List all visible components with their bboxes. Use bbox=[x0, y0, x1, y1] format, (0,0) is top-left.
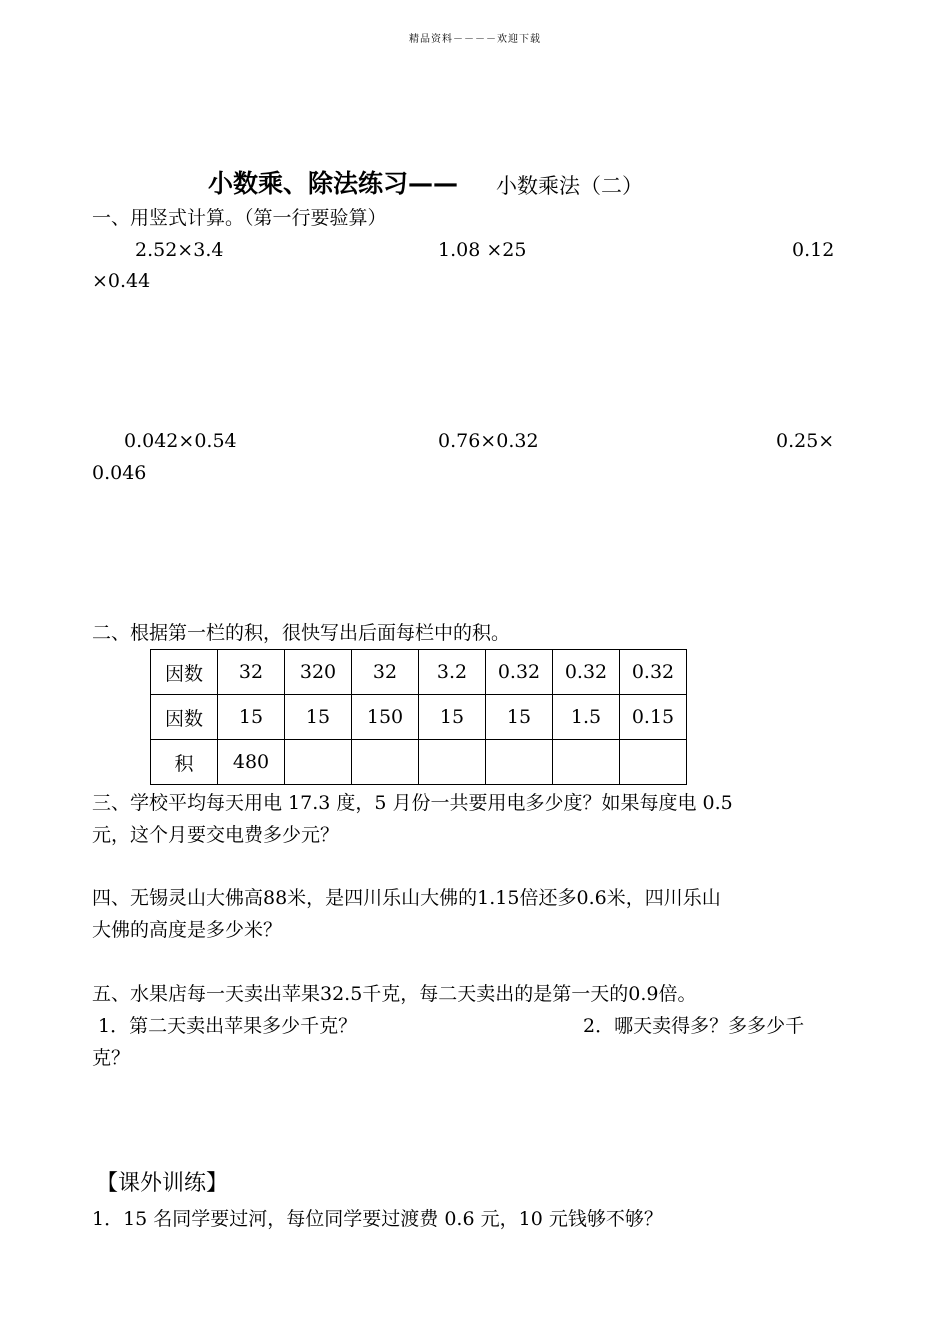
page-header: 精品资料－－－－欢迎下载 bbox=[409, 34, 541, 45]
table-cell: 0.32 bbox=[620, 650, 687, 695]
table-cell: 15 bbox=[218, 695, 285, 740]
table-row bbox=[151, 650, 687, 695]
table-cell: 3.2 bbox=[419, 650, 486, 695]
answer-cell[interactable] bbox=[352, 740, 419, 785]
table-cell: 150 bbox=[352, 695, 419, 740]
table-cell: 15 bbox=[419, 695, 486, 740]
answer-cell[interactable] bbox=[285, 740, 352, 785]
problem-2: 1.08 ×25 bbox=[438, 239, 527, 261]
table-cell: 480 bbox=[218, 740, 285, 785]
table-cell: 积 bbox=[151, 740, 218, 785]
problem-1: 2.52×3.4 bbox=[135, 239, 224, 261]
problem-3: 0.12 bbox=[792, 239, 835, 261]
table-cell: 因数 bbox=[151, 650, 218, 695]
problem-6: 0.25× bbox=[776, 430, 835, 452]
section5-question-1: 1．第二天卖出苹果多少千克？ bbox=[98, 1015, 358, 1037]
extra-heading: 【课外训练】 bbox=[96, 1171, 229, 1196]
answer-cell[interactable] bbox=[620, 740, 687, 785]
table-row bbox=[151, 695, 687, 740]
table-cell: 因数 bbox=[151, 695, 218, 740]
table-row bbox=[151, 740, 687, 785]
problem-6-wrap: 0.046 bbox=[92, 462, 147, 484]
section4-line1: 四、无锡灵山大佛高88米，是四川乐山大佛的1.15倍还多0.6米，四川乐山 bbox=[92, 887, 721, 909]
section4-line2: 大佛的高度是多少米？ bbox=[92, 919, 283, 941]
extra-question-1: 1．15 名同学要过河，每位同学要过渡费 0.6 元，10 元钱够不够？ bbox=[92, 1208, 663, 1230]
section5-question-2-wrap: 克？ bbox=[92, 1047, 131, 1069]
table-cell: 32 bbox=[352, 650, 419, 695]
table-cell: 32 bbox=[218, 650, 285, 695]
answer-cell[interactable] bbox=[486, 740, 553, 785]
table-cell: 1.5 bbox=[553, 695, 620, 740]
table-cell: 0.32 bbox=[486, 650, 553, 695]
table-cell: 0.32 bbox=[553, 650, 620, 695]
table-cell: 320 bbox=[285, 650, 352, 695]
table-cell: 15 bbox=[486, 695, 553, 740]
problem-4: 0.042×0.54 bbox=[124, 430, 237, 452]
table-cell: 15 bbox=[285, 695, 352, 740]
section2-heading: 二、根据第一栏的积，很快写出后面每栏中的积。 bbox=[92, 622, 511, 644]
problem-5: 0.76×0.32 bbox=[438, 430, 539, 452]
section5-line1: 五、水果店每一天卖出苹果32.5千克，每二天卖出的是第一天的0.9倍。 bbox=[92, 983, 697, 1005]
table-cell: 0.15 bbox=[620, 695, 687, 740]
page-title: 小数乘、除法练习—— bbox=[208, 169, 459, 198]
answer-cell[interactable] bbox=[553, 740, 620, 785]
section5-question-2: 2．哪天卖得多？多多少千 bbox=[583, 1015, 805, 1037]
answer-cell[interactable] bbox=[419, 740, 486, 785]
problem-3-wrap: ×0.44 bbox=[92, 270, 151, 292]
section3-line1: 三、学校平均每天用电 17.3 度，5 月份一共要用电多少度？如果每度电 0.5 bbox=[92, 792, 733, 814]
section3-line2: 元，这个月要交电费多少元？ bbox=[92, 824, 340, 846]
page-subtitle: 小数乘法（二） bbox=[496, 174, 643, 198]
section1-heading: 一、用竖式计算。（第一行要验算） bbox=[92, 207, 387, 229]
product-table bbox=[150, 649, 687, 785]
